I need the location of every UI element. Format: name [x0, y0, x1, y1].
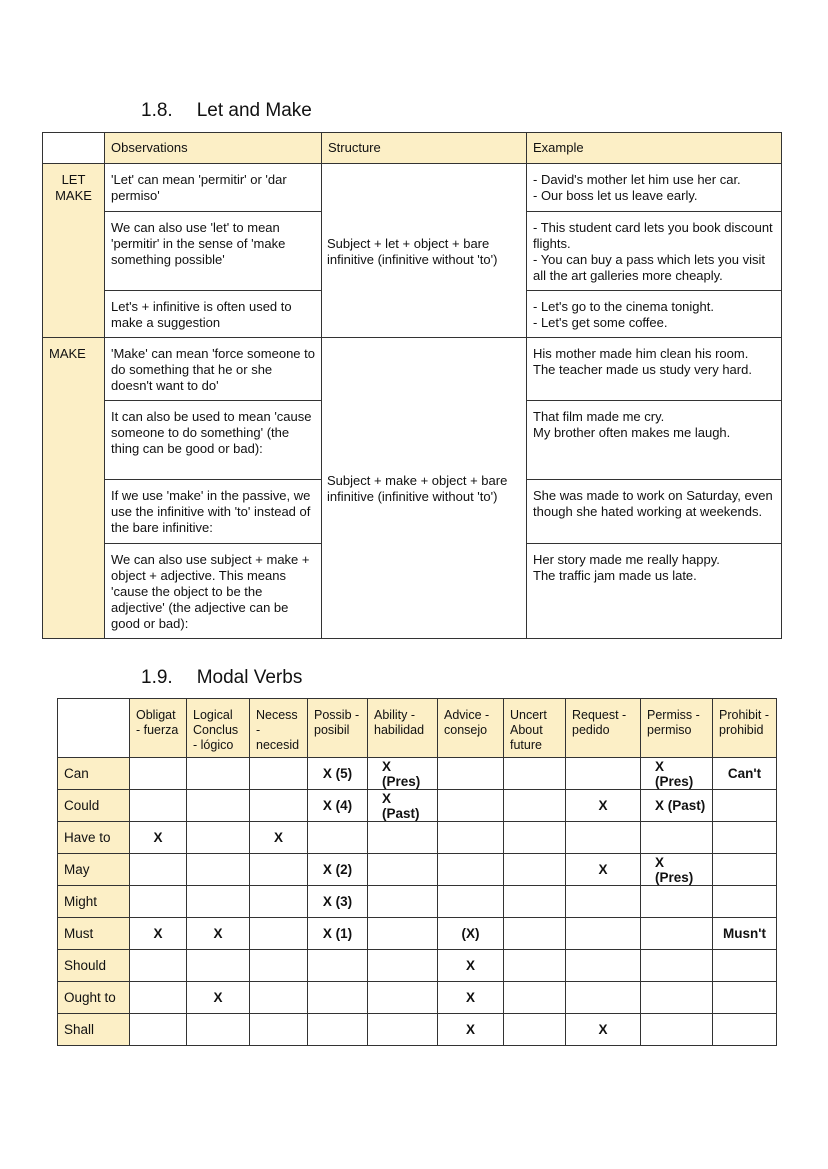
table-cell — [504, 822, 566, 854]
column-header: Logical Conclus - lógico — [187, 699, 250, 758]
row-header-verb: Ought to — [58, 982, 130, 1014]
table-cell — [187, 950, 250, 982]
structure-cell: Subject + let + object + bare infinitive (infinitive without 'to') — [322, 164, 527, 338]
table-cell — [187, 822, 250, 854]
column-header: Request - pedido — [566, 699, 641, 758]
table-cell — [368, 854, 438, 886]
row-header-verb: Shall — [58, 1014, 130, 1046]
table-cell: X — [130, 918, 187, 950]
table-cell: X — [566, 1014, 641, 1046]
table-cell — [566, 918, 641, 950]
table-row — [43, 338, 782, 401]
table-cell: X (3) — [308, 886, 368, 918]
table-cell — [368, 822, 438, 854]
table-cell — [250, 758, 308, 790]
row-header-verb: Could — [58, 790, 130, 822]
modal-table-body — [58, 758, 777, 1046]
table-cell — [713, 950, 777, 982]
observation-cell: It can also be used to mean 'cause someone to do something' (the thing can be good or bad): — [105, 401, 322, 480]
table-cell — [504, 854, 566, 886]
column-header: Ability - habilidad — [368, 699, 438, 758]
table-cell — [566, 886, 641, 918]
observation-cell: 'Make' can mean 'force someone to do something that he or she doesn't want to do' — [105, 338, 322, 401]
table-cell: Can't — [713, 758, 777, 790]
table-cell — [504, 918, 566, 950]
column-header: Possib - posibil — [308, 699, 368, 758]
table-cell — [641, 918, 713, 950]
table-cell: X (2) — [308, 854, 368, 886]
table-cell — [130, 982, 187, 1014]
table-cell — [504, 790, 566, 822]
table-cell — [308, 982, 368, 1014]
row-header-verb: Must — [58, 918, 130, 950]
table-cell — [438, 886, 504, 918]
row-header-verb: Might — [58, 886, 130, 918]
table-cell: Musn't — [713, 918, 777, 950]
table-cell — [504, 758, 566, 790]
table-row — [58, 790, 777, 822]
table-cell — [130, 886, 187, 918]
table-cell — [566, 982, 641, 1014]
table-row — [58, 950, 777, 982]
corner-cell — [58, 699, 130, 758]
table-cell — [250, 918, 308, 950]
table-cell — [566, 758, 641, 790]
table-cell — [250, 854, 308, 886]
table-cell — [504, 1014, 566, 1046]
table-cell — [308, 950, 368, 982]
table-cell: X — [250, 822, 308, 854]
table-cell — [713, 822, 777, 854]
table-cell: X (5) — [308, 758, 368, 790]
table-row — [58, 918, 777, 950]
table-cell: X (Past) — [641, 790, 713, 822]
table-cell — [713, 1014, 777, 1046]
modal-verbs-table — [57, 698, 777, 1046]
row-header-verb: May — [58, 854, 130, 886]
section-number: 1.9. — [141, 667, 173, 688]
table-cell — [130, 1014, 187, 1046]
table-cell — [641, 822, 713, 854]
table-cell — [504, 886, 566, 918]
structure-cell: Subject + make + object + bare infinitive (infinitive without 'to') — [322, 338, 527, 639]
example-cell: - David's mother let him use her car. - Our boss let us leave early. — [527, 164, 782, 212]
table-cell: X (Past) — [368, 790, 438, 822]
example-cell: His mother made him clean his room. The teacher made us study very hard. — [527, 338, 782, 401]
table-header-row — [43, 133, 782, 164]
example-cell: - This student card lets you book discount flights. - You can buy a pass which lets you visit all the art galleries more cheaply. — [527, 212, 782, 291]
section-heading-modal-verbs — [141, 667, 302, 689]
table-cell — [187, 854, 250, 886]
table-cell — [308, 822, 368, 854]
table-cell — [713, 982, 777, 1014]
table-cell — [438, 854, 504, 886]
table-header-cell: Structure — [322, 133, 527, 164]
table-cell: X (4) — [308, 790, 368, 822]
table-cell — [566, 822, 641, 854]
row-header-verb: Have to — [58, 822, 130, 854]
table-cell — [130, 758, 187, 790]
table-cell: X (Pres) — [641, 758, 713, 790]
table-cell: X — [130, 822, 187, 854]
table-cell — [250, 886, 308, 918]
table-cell — [566, 950, 641, 982]
row-label-make: MAKE — [43, 338, 105, 639]
table-row — [58, 758, 777, 790]
table-cell — [368, 918, 438, 950]
observation-cell: We can also use subject + make + object + adjective. This means 'cause the object to be the adjective' (the adjective can be good or bad): — [105, 544, 322, 639]
column-header: Prohibit - prohibid — [713, 699, 777, 758]
table-row — [58, 1014, 777, 1046]
table-cell: X — [438, 950, 504, 982]
section-heading-let-make — [141, 100, 312, 122]
section-title: Let and Make — [196, 100, 312, 121]
column-header: Permiss - permiso — [641, 699, 713, 758]
table-cell: X (Pres) — [641, 854, 713, 886]
table-cell — [713, 854, 777, 886]
table-header-cell: Example — [527, 133, 782, 164]
row-header-verb: Can — [58, 758, 130, 790]
table-cell — [713, 886, 777, 918]
table-cell: (X) — [438, 918, 504, 950]
table-cell — [187, 758, 250, 790]
table-row — [43, 164, 782, 212]
example-cell: She was made to work on Saturday, even though she hated working at weekends. — [527, 480, 782, 544]
table-cell: X (1) — [308, 918, 368, 950]
table-cell — [504, 982, 566, 1014]
observation-cell: We can also use 'let' to mean 'permitir' in the sense of 'make something possible' — [105, 212, 322, 291]
table-cell: X — [187, 982, 250, 1014]
table-cell — [641, 950, 713, 982]
column-header: Necess - necesid — [250, 699, 308, 758]
row-label-text: LET MAKE — [55, 172, 92, 203]
row-label-let — [43, 164, 105, 338]
table-cell: X — [438, 982, 504, 1014]
table-cell: X — [566, 854, 641, 886]
table-row — [58, 822, 777, 854]
table-cell — [641, 886, 713, 918]
observation-cell: If we use 'make' in the passive, we use the infinitive with 'to' instead of the bare infinitive: — [105, 480, 322, 544]
observation-cell: Let's + infinitive is often used to make a suggestion — [105, 291, 322, 338]
example-cell: That film made me cry. My brother often makes me laugh. — [527, 401, 782, 480]
table-cell: X (Pres) — [368, 758, 438, 790]
table-cell — [250, 1014, 308, 1046]
column-header: Obligat - fuerza — [130, 699, 187, 758]
table-cell — [250, 982, 308, 1014]
table-cell — [641, 982, 713, 1014]
table-cell — [368, 886, 438, 918]
table-cell — [130, 790, 187, 822]
table-cell — [250, 790, 308, 822]
table-cell — [504, 950, 566, 982]
table-cell — [187, 886, 250, 918]
table-row — [58, 886, 777, 918]
table-cell — [438, 790, 504, 822]
table-cell — [368, 982, 438, 1014]
column-header: Uncert About future — [504, 699, 566, 758]
table-cell: X — [438, 1014, 504, 1046]
example-cell: Her story made me really happy. The traffic jam made us late. — [527, 544, 782, 639]
section-title: Modal Verbs — [196, 667, 303, 688]
table-cell: X — [187, 918, 250, 950]
table-cell — [438, 822, 504, 854]
column-header: Advice - consejo — [438, 699, 504, 758]
table-cell — [713, 790, 777, 822]
table-cell — [368, 1014, 438, 1046]
table-header-cell — [43, 133, 105, 164]
observation-cell: 'Let' can mean 'permitir' or 'dar permiso' — [105, 164, 322, 212]
example-cell: - Let's go to the cinema tonight. - Let's get some coffee. — [527, 291, 782, 338]
table-cell: X — [566, 790, 641, 822]
let-make-table — [42, 132, 782, 639]
table-cell — [250, 950, 308, 982]
table-cell — [130, 854, 187, 886]
section-number: 1.8. — [141, 100, 173, 121]
row-header-verb: Should — [58, 950, 130, 982]
table-header-row — [58, 699, 777, 758]
table-cell — [187, 790, 250, 822]
table-row — [58, 854, 777, 886]
table-cell — [130, 950, 187, 982]
table-header-cell: Observations — [105, 133, 322, 164]
table-cell — [438, 758, 504, 790]
table-cell — [368, 950, 438, 982]
table-cell — [308, 1014, 368, 1046]
table-cell — [187, 1014, 250, 1046]
table-row — [58, 982, 777, 1014]
table-cell — [641, 1014, 713, 1046]
